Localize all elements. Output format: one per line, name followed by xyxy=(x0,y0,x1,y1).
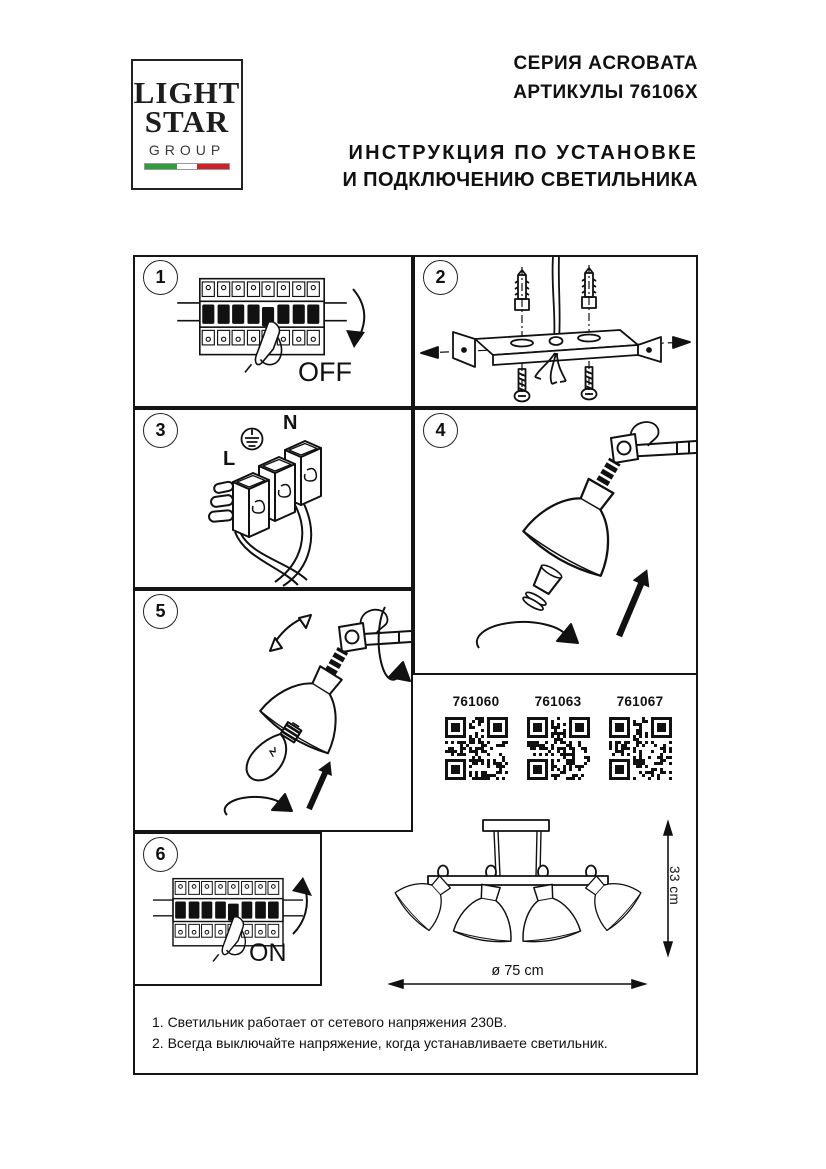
qr-item xyxy=(436,694,516,785)
step-panel-2 xyxy=(413,255,698,408)
step-2-number: 2 xyxy=(435,267,446,287)
diameter-dimension-label: ø 75 cm xyxy=(491,963,544,979)
step-3-number: 3 xyxy=(155,420,166,440)
wall-anchor-icon xyxy=(515,268,596,310)
bracket-diagram xyxy=(415,257,696,406)
breaker-on-diagram xyxy=(135,834,320,984)
bulb-install-diagram xyxy=(135,591,411,830)
curved-arrow-up-icon xyxy=(293,888,307,934)
instruction-title-line2: И ПОДКЛЮЧЕНИЮ СВЕТИЛЬНИКА xyxy=(342,169,698,191)
step-6-number: 6 xyxy=(155,844,166,864)
document-title-block xyxy=(300,52,698,193)
note-line: 1. Светильник работает от сетевого напряжения 230В. xyxy=(152,1014,508,1030)
logo-group: GROUP xyxy=(148,142,226,159)
earth-symbol-icon xyxy=(242,429,263,450)
shade-assembly-diagram xyxy=(415,410,696,673)
articles-title: АРТИКУЛЫ 76106X xyxy=(513,82,698,103)
qr-code-icon xyxy=(445,717,508,780)
qr-item xyxy=(600,694,680,785)
height-dimension-label: 33 cm xyxy=(667,866,682,906)
screw-icon xyxy=(515,367,597,402)
lightstar-logo xyxy=(131,59,243,190)
flag-green xyxy=(145,164,177,169)
qr-code-icon xyxy=(609,717,672,780)
step-panel-4 xyxy=(413,408,698,675)
step-4-number: 4 xyxy=(435,420,446,440)
up-arrow-icon xyxy=(616,569,649,637)
on-label: ON xyxy=(249,939,287,967)
logo-star: STAR xyxy=(144,103,230,139)
line-label: L xyxy=(223,448,236,470)
step-panel-5 xyxy=(133,589,413,832)
instruction-title-line1: ИНСТРУКЦИЯ ПО УСТАНОВКЕ xyxy=(348,142,698,164)
curved-arrow-down-icon xyxy=(353,289,364,337)
article-number: 761067 xyxy=(616,694,664,709)
off-label: OFF xyxy=(298,357,352,387)
qr-item xyxy=(518,694,598,785)
up-arrow-icon xyxy=(306,761,332,810)
logo-light: LIGHT xyxy=(133,74,241,110)
flag-red xyxy=(197,164,229,169)
flag-white xyxy=(177,164,197,169)
rotation-arrow-icon xyxy=(477,622,567,648)
series-title: СЕРИЯ ACROBATA xyxy=(513,53,698,74)
step-5-number: 5 xyxy=(155,601,166,621)
article-number: 761063 xyxy=(534,694,582,709)
qr-code-icon xyxy=(527,717,590,780)
step-1-number: 1 xyxy=(155,267,166,287)
article-number: 761060 xyxy=(452,694,500,709)
safety-notes xyxy=(152,1012,682,1054)
bulb-icon xyxy=(241,713,304,788)
note-line: 2. Всегда выключайте напряжение, когда устанавливаете светильник. xyxy=(152,1035,608,1051)
step-panel-1 xyxy=(133,255,413,408)
terminal-block-diagram xyxy=(135,410,411,587)
breaker-off-diagram xyxy=(135,257,411,406)
neutral-label: N xyxy=(283,412,298,434)
step-panel-6 xyxy=(133,832,322,986)
italian-flag-bar xyxy=(144,163,230,170)
step-panel-3 xyxy=(133,408,413,589)
